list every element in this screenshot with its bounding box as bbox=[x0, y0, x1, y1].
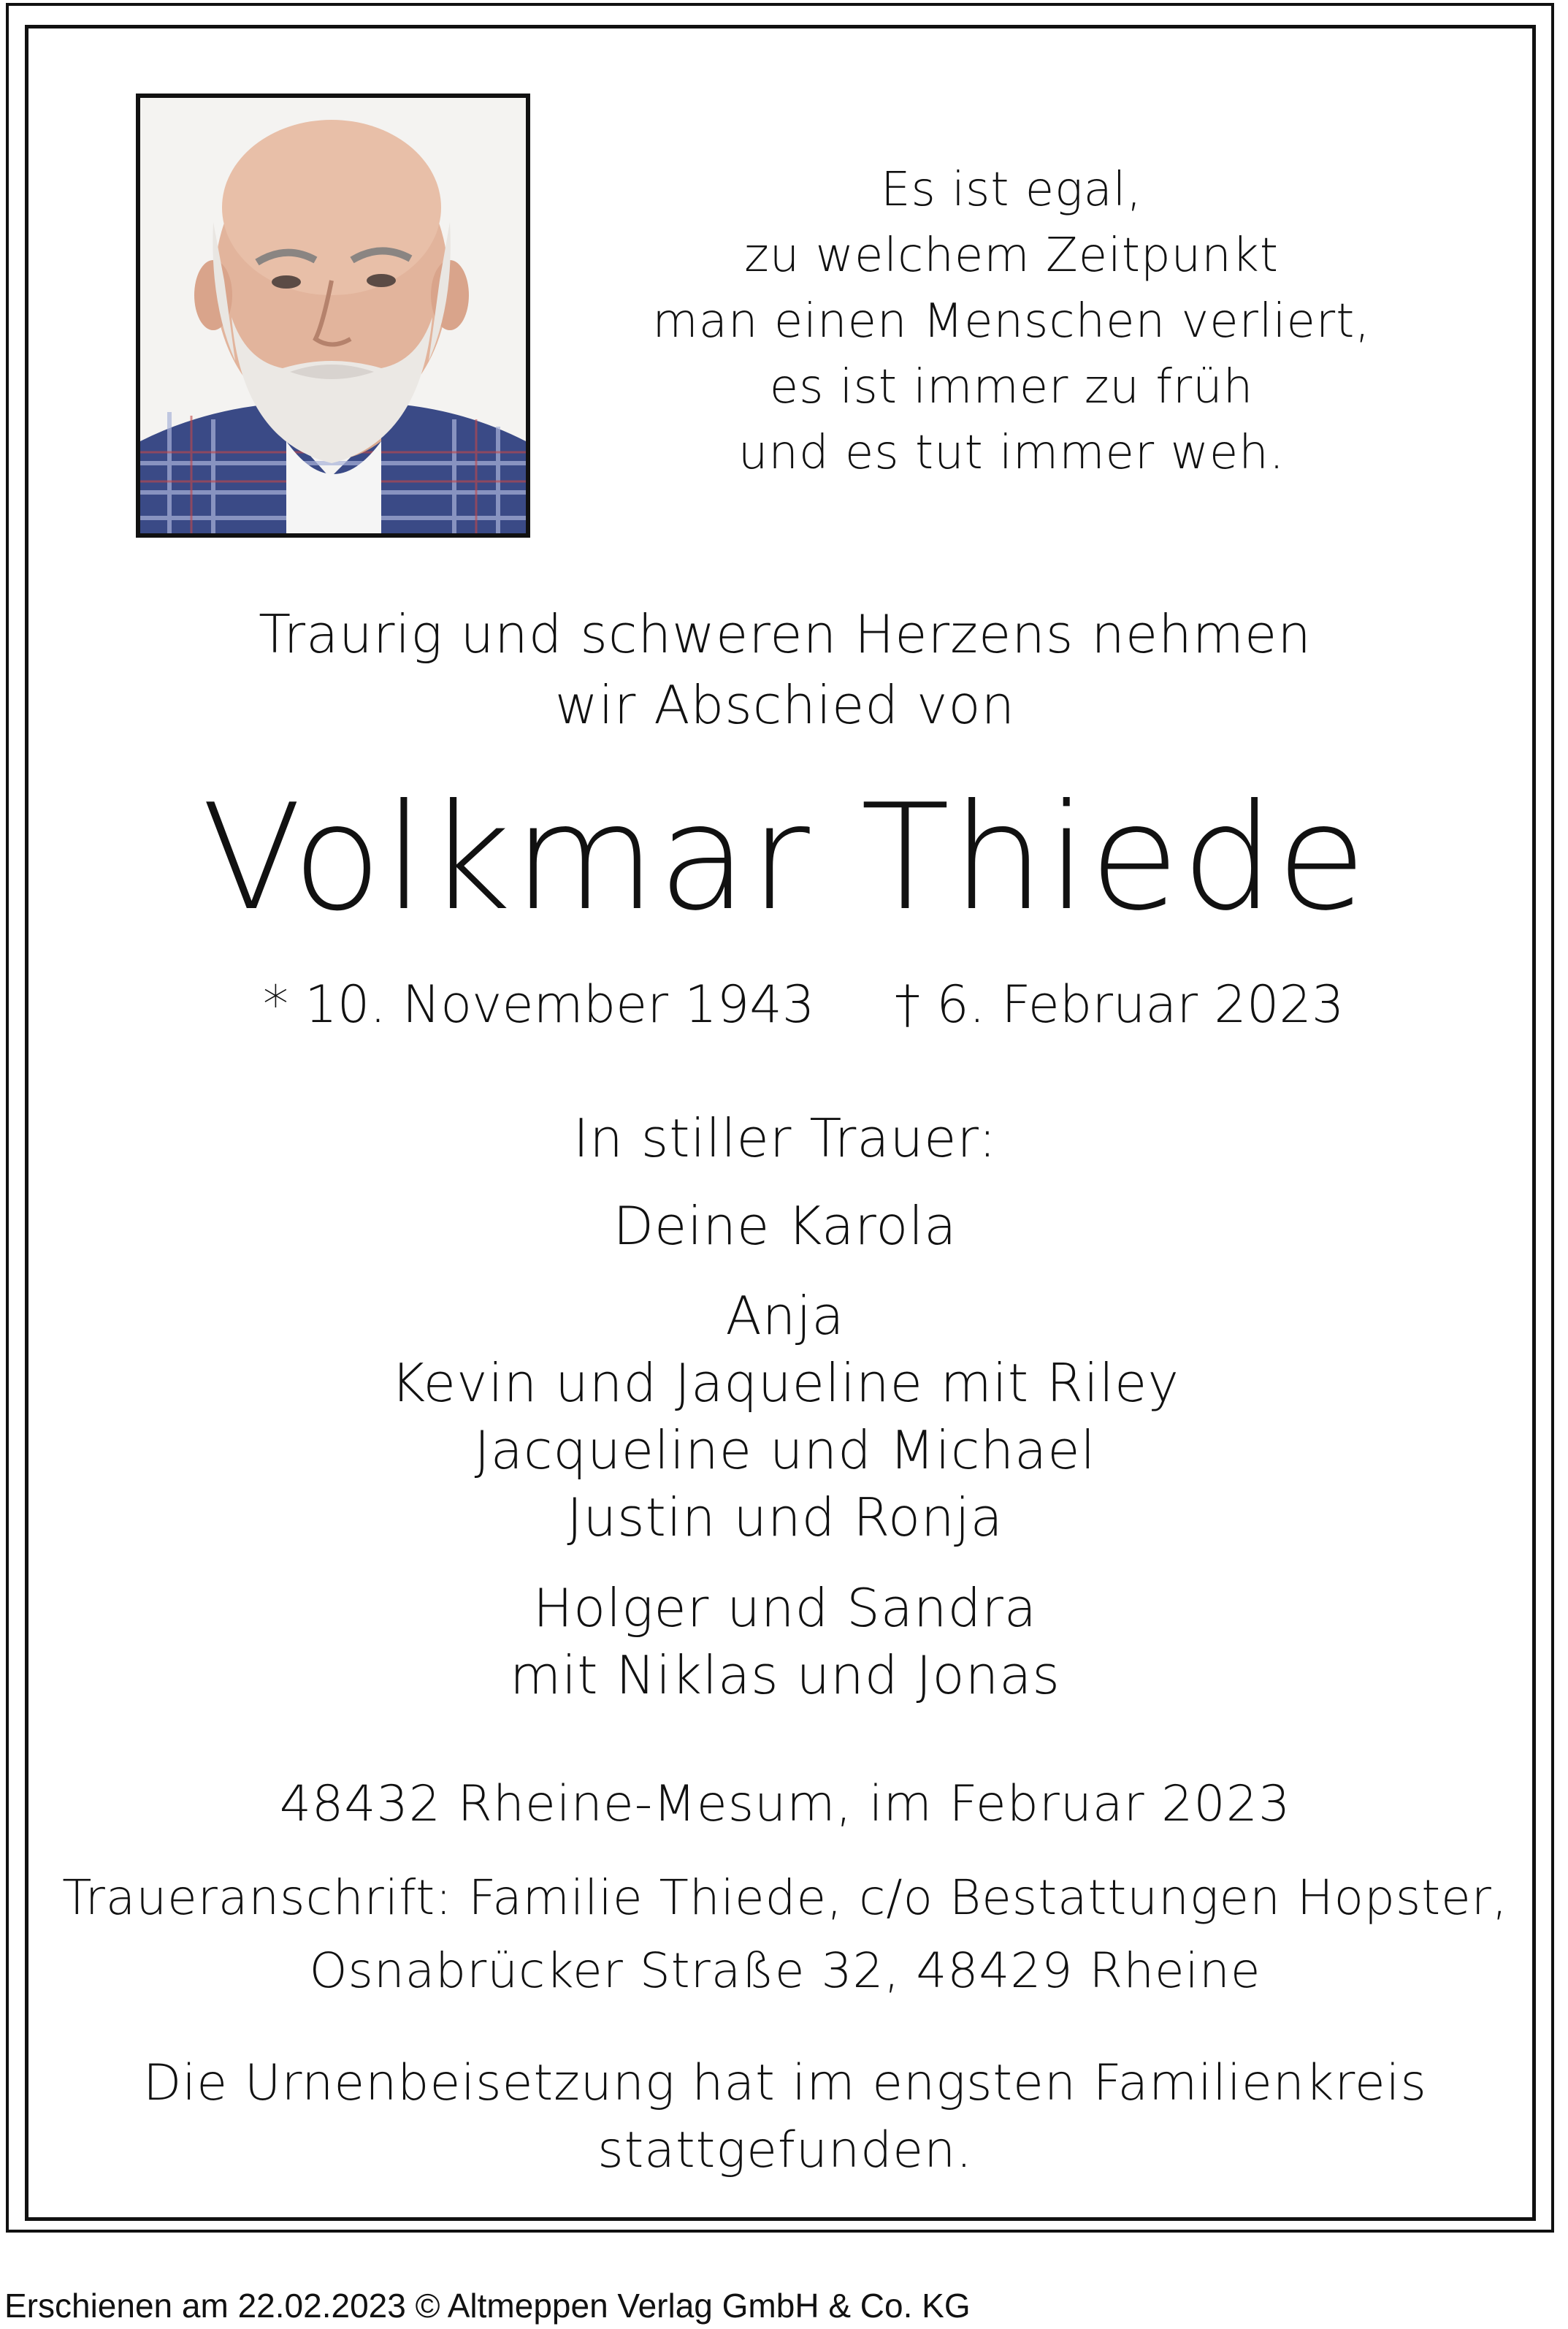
poem bbox=[599, 157, 1424, 486]
address-line: Traueranschrift: Familie Thiede, c/o Bestattungen Hopster, bbox=[62, 1869, 1508, 1926]
mourner-line: Holger und Sandra bbox=[533, 1577, 1037, 1639]
burial-line: stattgefunden. bbox=[597, 2122, 973, 2179]
mourners-group-1 bbox=[44, 1192, 1526, 1259]
burial-line: Die Urnenbeisetzung hat im engsten Familienkreis bbox=[143, 2054, 1427, 2112]
place-and-date: 48432 Rheine-Mesum, im Februar 2023 bbox=[279, 1775, 1291, 1833]
mourner-line: Deine Karola bbox=[613, 1195, 957, 1257]
deceased-name: Volkmar Thiede bbox=[202, 773, 1369, 943]
intro-text bbox=[44, 599, 1526, 741]
poem-line: zu welchem Zeitpunkt bbox=[744, 229, 1279, 283]
burial-notice bbox=[44, 2050, 1526, 2184]
poem-line: und es tut immer weh. bbox=[738, 426, 1285, 480]
mourners-group-3 bbox=[44, 1574, 1526, 1709]
portrait-photo bbox=[136, 94, 530, 538]
poem-line: Es ist egal, bbox=[881, 163, 1142, 217]
death-date: † 6. Februar 2023 bbox=[895, 975, 1345, 1034]
birth-date: * 10. November 1943 bbox=[263, 975, 815, 1034]
poem-line: es ist immer zu früh bbox=[769, 360, 1254, 414]
intro-line: wir Abschied von bbox=[554, 674, 1016, 736]
mourners-group-2 bbox=[44, 1282, 1526, 1551]
mourners-label: In stiller Trauer: bbox=[573, 1108, 997, 1169]
address-line: Osnabrücker Straße 32, 48429 Rheine bbox=[309, 1943, 1261, 1999]
mourner-line: Justin und Ronja bbox=[567, 1487, 1003, 1548]
mourner-line: mit Niklas und Jonas bbox=[510, 1644, 1060, 1706]
mourner-line: Kevin und Jaqueline mit Riley bbox=[391, 1352, 1179, 1414]
intro-line: Traurig und schweren Herzens nehmen bbox=[259, 603, 1312, 665]
mourner-line: Jacqueline und Michael bbox=[474, 1419, 1096, 1481]
publication-footer: Erschienen am 22.02.2023 © Altmeppen Verlag GmbH & Co. KG bbox=[4, 2287, 971, 2325]
mourner-line: Anja bbox=[725, 1285, 845, 1346]
portrait-illustration bbox=[140, 98, 526, 533]
poem-line: man einen Menschen verliert, bbox=[652, 294, 1371, 348]
mourning-address bbox=[44, 1861, 1526, 2008]
